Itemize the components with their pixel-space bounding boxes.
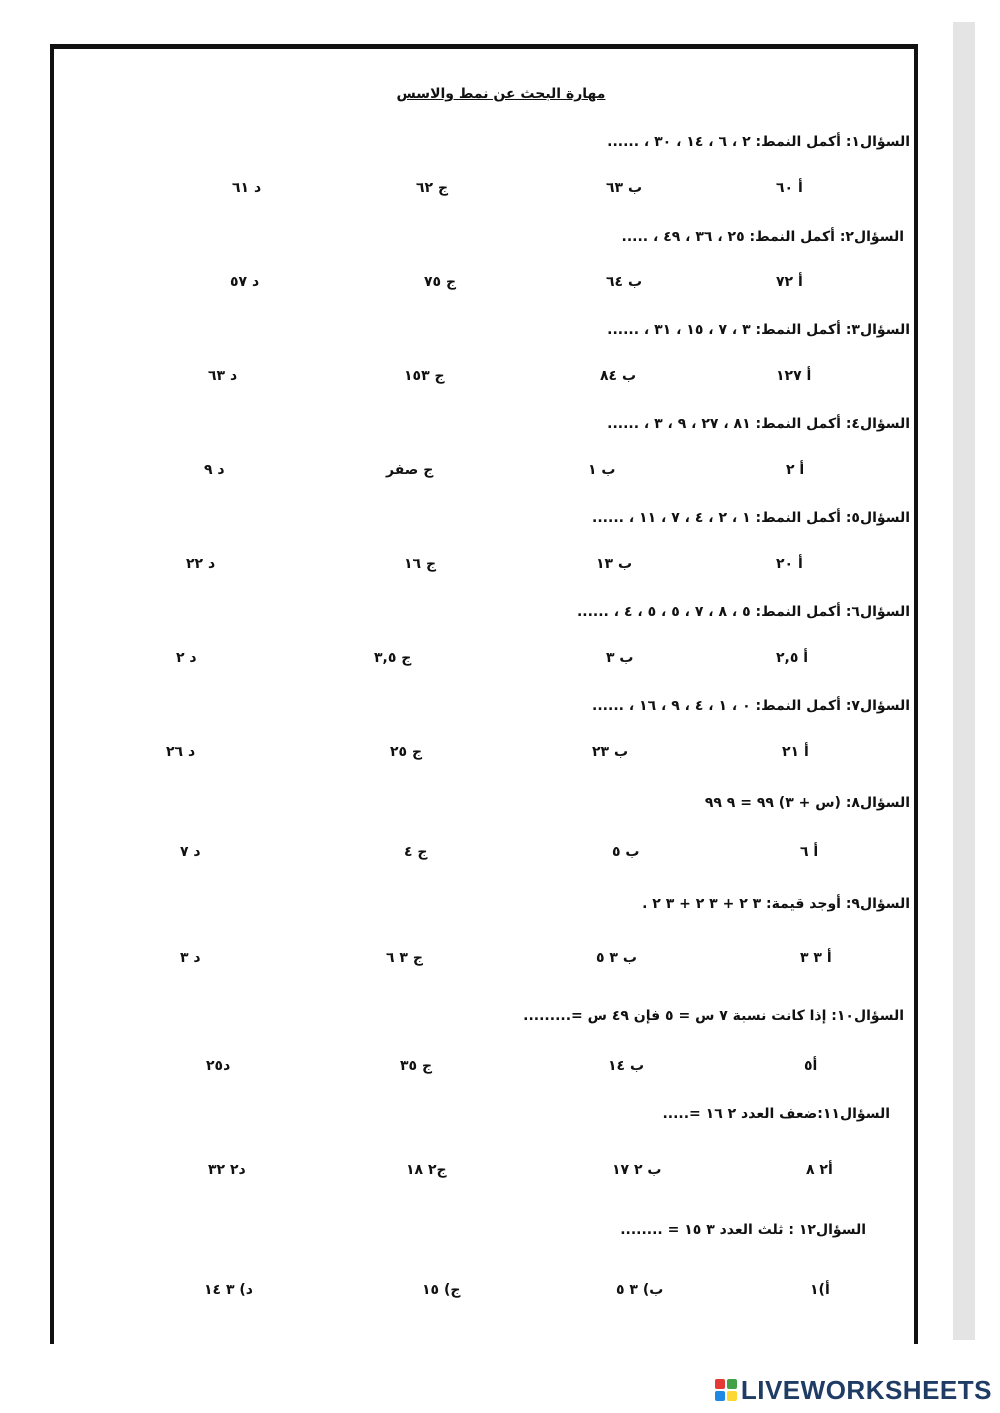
q6-option-a[interactable]: أ ٢,٥ (776, 650, 809, 666)
liveworksheets-logo[interactable] (715, 1375, 992, 1405)
scrollbar-track[interactable] (953, 22, 975, 1340)
q6-option-b[interactable]: ب ٣ (606, 650, 634, 666)
q11-option-c[interactable]: ج٢ ١٨ (406, 1162, 447, 1178)
question-8: السؤال٨: (س + ٣) ٩٩ = ٩ ٩٩ (704, 795, 910, 811)
q9-option-c[interactable]: ج ٣ ٦ (386, 950, 423, 966)
q8-option-a[interactable]: أ ٦ (800, 844, 819, 860)
q11-option-b[interactable]: ب ٢ ١٧ (612, 1162, 662, 1178)
q4-option-a[interactable]: أ ٢ (786, 462, 805, 478)
q3-option-d[interactable]: د ٦٣ (208, 368, 238, 384)
q5-option-a[interactable]: أ ٢٠ (776, 556, 803, 572)
q8-option-d[interactable]: د ٧ (180, 844, 201, 860)
q3-option-a[interactable]: أ ١٢٧ (776, 368, 812, 384)
q2-option-b[interactable]: ب ٦٤ (606, 274, 643, 290)
question-2: السؤال٢: أكمل النمط: ٢٥ ، ٣٦ ، ٤٩ ، ..... (621, 229, 904, 245)
q4-option-c[interactable]: ج صفر (386, 462, 434, 478)
q9-option-a[interactable]: أ ٣ ٣ (800, 950, 832, 966)
q7-option-d[interactable]: د ٢٦ (166, 744, 196, 760)
q2-option-c[interactable]: ج ٧٥ (424, 274, 457, 290)
q5-option-c[interactable]: ج ١٦ (404, 556, 437, 572)
q1-option-b[interactable]: ب ٦٣ (606, 180, 643, 196)
question-10: السؤال١٠: إذا كانت نسبة ٧ س = ٥ فإن ٤٩ س =......... (523, 1008, 904, 1024)
q5-option-b[interactable]: ب ١٣ (596, 556, 633, 572)
q7-option-b[interactable]: ب ٢٣ (592, 744, 629, 760)
q2-option-a[interactable]: أ ٧٢ (776, 274, 803, 290)
q5-option-d[interactable]: د ٢٢ (186, 556, 216, 572)
question-7: السؤال٧: أكمل النمط: ٠ ، ١ ، ٤ ، ٩ ، ١٦ ، ...... (592, 698, 910, 714)
q11-option-a[interactable]: أ٢ ٨ (806, 1162, 833, 1178)
q9-option-d[interactable]: د ٣ (180, 950, 201, 966)
q11-option-d[interactable]: د٢ ٣٢ (208, 1162, 246, 1178)
question-1: السؤال١: أكمل النمط: ٢ ، ٦ ، ١٤ ، ٣٠ ، ...... (607, 134, 910, 150)
brand-name: LIVEWORKSHEETS (740, 1374, 992, 1405)
question-4: السؤال٤: أكمل النمط: ٨١ ، ٢٧ ، ٩ ، ٣ ، ...... (607, 416, 910, 432)
q6-option-c[interactable]: ج ٣,٥ (374, 650, 412, 666)
logo-grid-icon (715, 1379, 737, 1401)
q12-option-c[interactable]: ج) ١٥ (422, 1282, 461, 1298)
question-12: السؤال١٢ : ثلث العدد ٣ ١٥ = ........ (620, 1222, 866, 1238)
q1-option-c[interactable]: ج ٦٢ (416, 180, 449, 196)
q3-option-b[interactable]: ب ٨٤ (600, 368, 637, 384)
q8-option-c[interactable]: ج ٤ (404, 844, 428, 860)
q4-option-d[interactable]: د ٩ (204, 462, 225, 478)
question-6: السؤال٦: أكمل النمط: ٥ ، ٨ ، ٧ ، ٥ ، ٥ ، ٤ ، ...... (576, 604, 910, 620)
question-9: السؤال٩: أوجد قيمة: ٣ ٢ + ٣ ٢ + ٣ ٢ . (642, 896, 910, 912)
q9-option-b[interactable]: ب ٣ ٥ (596, 950, 637, 966)
q1-option-d[interactable]: د ٦١ (232, 180, 262, 196)
q7-option-a[interactable]: أ ٢١ (782, 744, 809, 760)
q6-option-d[interactable]: د ٢ (176, 650, 197, 666)
q12-option-d[interactable]: د) ٣ ١٤ (204, 1282, 253, 1298)
question-5: السؤال٥: أكمل النمط: ١ ، ٢ ، ٤ ، ٧ ، ١١ ، ...... (592, 510, 910, 526)
q2-option-d[interactable]: د ٥٧ (230, 274, 260, 290)
q10-option-b[interactable]: ب ١٤ (608, 1058, 645, 1074)
q12-option-a[interactable]: أ)١ (810, 1282, 830, 1298)
q10-option-d[interactable]: د٢٥ (206, 1058, 231, 1074)
q12-option-b[interactable]: ب) ٣ ٥ (616, 1282, 664, 1298)
question-11: السؤال١١:ضعف العدد ٢ ١٦ =..... (662, 1106, 890, 1122)
q10-option-c[interactable]: ج ٣٥ (400, 1058, 433, 1074)
q3-option-c[interactable]: ج ١٥٣ (404, 368, 445, 384)
q7-option-c[interactable]: ج ٢٥ (390, 744, 423, 760)
page-title: مهارة البحث عن نمط والاسس (396, 86, 606, 102)
question-3: السؤال٣: أكمل النمط: ٣ ، ٧ ، ١٥ ، ٣١ ، ...... (607, 322, 910, 338)
q1-option-a[interactable]: أ ٦٠ (776, 180, 803, 196)
q10-option-a[interactable]: أ٥ (804, 1058, 818, 1074)
q8-option-b[interactable]: ب ٥ (612, 844, 640, 860)
q4-option-b[interactable]: ب ١ (588, 462, 616, 478)
